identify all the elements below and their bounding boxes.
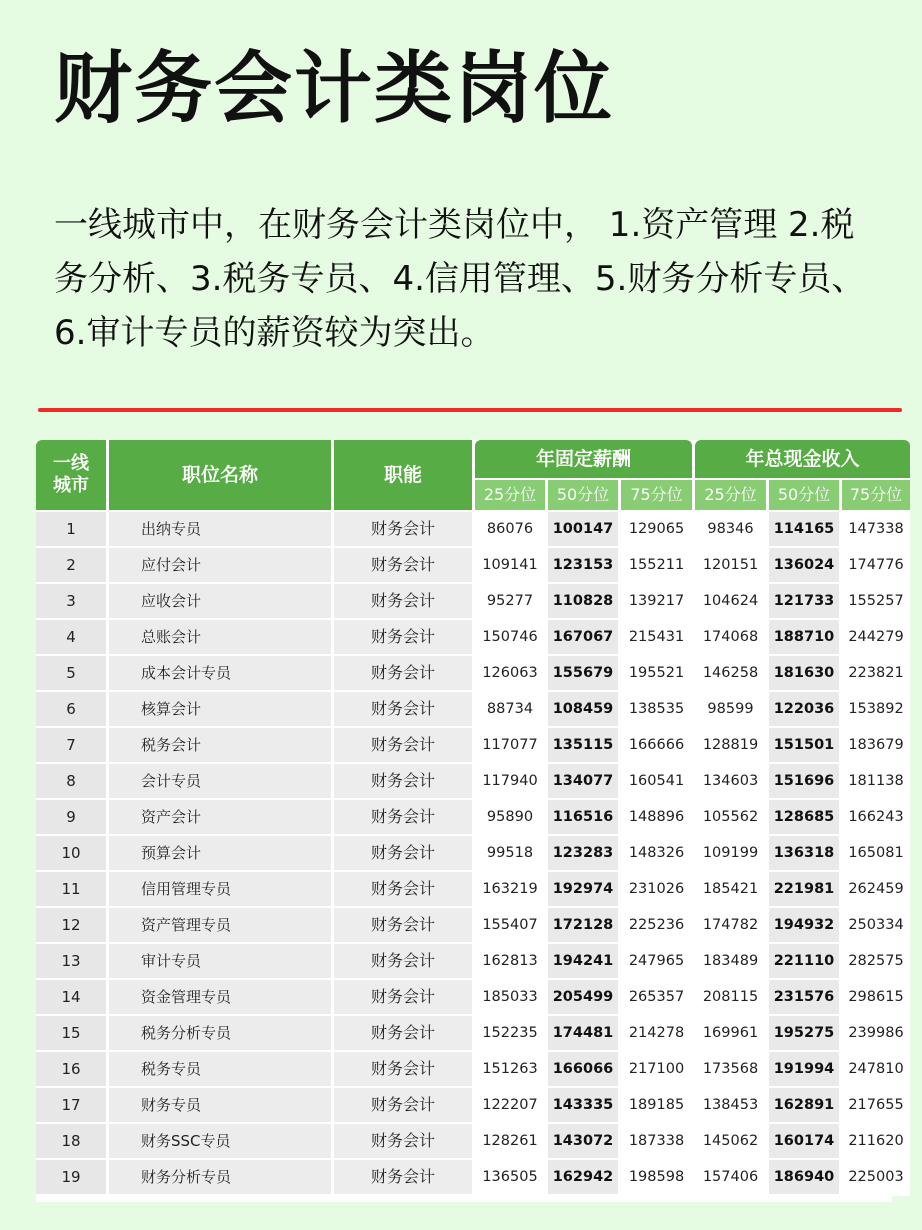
cash-p50-value: 186940 bbox=[769, 1160, 839, 1196]
fixed-p25-value: 155407 bbox=[475, 908, 545, 944]
row-number: 19 bbox=[36, 1160, 106, 1196]
function-label: 财务会计 bbox=[334, 908, 472, 944]
fixed-p75-value: 217100 bbox=[621, 1052, 692, 1088]
fixed-p25-value: 117940 bbox=[475, 764, 545, 800]
row-number: 5 bbox=[36, 656, 106, 692]
position-name: 税务分析专员 bbox=[109, 1016, 331, 1052]
cash-p50-value: 114165 bbox=[769, 512, 839, 548]
fixed-p25-value: 150746 bbox=[475, 620, 545, 656]
position-name: 审计专员 bbox=[109, 944, 331, 980]
function-label: 财务会计 bbox=[334, 1124, 472, 1160]
cash-p50-value: 195275 bbox=[769, 1016, 839, 1052]
fixed-p75-value: 148896 bbox=[621, 800, 692, 836]
cash-p50-value: 136318 bbox=[769, 836, 839, 872]
header-position: 职位名称 bbox=[109, 440, 331, 512]
fixed-p50-value: 100147 bbox=[548, 512, 618, 548]
position-name: 财务专员 bbox=[109, 1088, 331, 1124]
cash-p25-value: 174782 bbox=[695, 908, 766, 944]
cash-p50-value: 221981 bbox=[769, 872, 839, 908]
header-fixed-pay: 年固定薪酬 bbox=[475, 440, 692, 480]
row-number: 13 bbox=[36, 944, 106, 980]
fixed-p25-value: 163219 bbox=[475, 872, 545, 908]
cash-p75-value: 153892 bbox=[842, 692, 910, 728]
cash-p75-value: 250334 bbox=[842, 908, 910, 944]
cash-p25-value: 105562 bbox=[695, 800, 766, 836]
cash-p25-value: 208115 bbox=[695, 980, 766, 1016]
row-number: 9 bbox=[36, 800, 106, 836]
position-name: 财务SSC专员 bbox=[109, 1124, 331, 1160]
header-cash-p50: 50分位 bbox=[769, 480, 839, 512]
position-name: 资产会计 bbox=[109, 800, 331, 836]
cash-p50-value: 151696 bbox=[769, 764, 839, 800]
cash-p25-value: 173568 bbox=[695, 1052, 766, 1088]
position-name: 会计专员 bbox=[109, 764, 331, 800]
cash-p50-value: 188710 bbox=[769, 620, 839, 656]
fixed-p75-value: 187338 bbox=[621, 1124, 692, 1160]
fixed-p50-value: 205499 bbox=[548, 980, 618, 1016]
cash-p50-value: 121733 bbox=[769, 584, 839, 620]
position-name: 总账会计 bbox=[109, 620, 331, 656]
row-number: 8 bbox=[36, 764, 106, 800]
fixed-p25-value: 95277 bbox=[475, 584, 545, 620]
cash-p25-value: 134603 bbox=[695, 764, 766, 800]
cash-p25-value: 128819 bbox=[695, 728, 766, 764]
cash-p75-value: 166243 bbox=[842, 800, 910, 836]
cash-p25-value: 120151 bbox=[695, 548, 766, 584]
cash-p50-value: 162891 bbox=[769, 1088, 839, 1124]
function-label: 财务会计 bbox=[334, 1088, 472, 1124]
position-name: 财务分析专员 bbox=[109, 1160, 331, 1196]
function-label: 财务会计 bbox=[334, 980, 472, 1016]
row-number: 12 bbox=[36, 908, 106, 944]
cash-p25-value: 157406 bbox=[695, 1160, 766, 1196]
fixed-p50-value: 110828 bbox=[548, 584, 618, 620]
fixed-p75-value: 166666 bbox=[621, 728, 692, 764]
divider-line bbox=[38, 408, 902, 412]
header-fixed-p75: 75分位 bbox=[621, 480, 692, 512]
cash-p50-value: 231576 bbox=[769, 980, 839, 1016]
fixed-p50-value: 143072 bbox=[548, 1124, 618, 1160]
cash-p75-value: 155257 bbox=[842, 584, 910, 620]
fixed-p25-value: 152235 bbox=[475, 1016, 545, 1052]
cash-p75-value: 174776 bbox=[842, 548, 910, 584]
cash-p50-value: 191994 bbox=[769, 1052, 839, 1088]
position-name: 信用管理专员 bbox=[109, 872, 331, 908]
fixed-p25-value: 99518 bbox=[475, 836, 545, 872]
row-number: 7 bbox=[36, 728, 106, 764]
fixed-p75-value: 214278 bbox=[621, 1016, 692, 1052]
header-function: 职能 bbox=[334, 440, 472, 512]
fixed-p50-value: 135115 bbox=[548, 728, 618, 764]
fixed-p50-value: 194241 bbox=[548, 944, 618, 980]
cash-p75-value: 244279 bbox=[842, 620, 910, 656]
fixed-p25-value: 95890 bbox=[475, 800, 545, 836]
fixed-p50-value: 162942 bbox=[548, 1160, 618, 1196]
fixed-p50-value: 108459 bbox=[548, 692, 618, 728]
fixed-p25-value: 162813 bbox=[475, 944, 545, 980]
fixed-p50-value: 192974 bbox=[548, 872, 618, 908]
fixed-p25-value: 117077 bbox=[475, 728, 545, 764]
fixed-p50-value: 134077 bbox=[548, 764, 618, 800]
function-label: 财务会计 bbox=[334, 692, 472, 728]
fixed-p25-value: 122207 bbox=[475, 1088, 545, 1124]
position-name: 资产管理专员 bbox=[109, 908, 331, 944]
fixed-p25-value: 86076 bbox=[475, 512, 545, 548]
header-fixed-p25: 25分位 bbox=[475, 480, 545, 512]
fixed-p50-value: 172128 bbox=[548, 908, 618, 944]
intro-paragraph: 一线城市中，在财务会计类岗位中， 1.资产管理 2.税务分析、3.税务专员、4.信用管理、5.财务分析专员、 6.审计专员的薪资较为突出。 bbox=[54, 205, 866, 353]
function-label: 财务会计 bbox=[334, 836, 472, 872]
position-name: 预算会计 bbox=[109, 836, 331, 872]
row-number: 15 bbox=[36, 1016, 106, 1052]
position-name: 核算会计 bbox=[109, 692, 331, 728]
cash-p75-value: 282575 bbox=[842, 944, 910, 980]
function-label: 财务会计 bbox=[334, 656, 472, 692]
fixed-p25-value: 136505 bbox=[475, 1160, 545, 1196]
cash-p25-value: 169961 bbox=[695, 1016, 766, 1052]
row-number: 4 bbox=[36, 620, 106, 656]
header-city-line2: 城市 bbox=[53, 475, 89, 496]
cash-p25-value: 98346 bbox=[695, 512, 766, 548]
position-name: 成本会计专员 bbox=[109, 656, 331, 692]
fixed-p50-value: 166066 bbox=[548, 1052, 618, 1088]
fixed-p25-value: 151263 bbox=[475, 1052, 545, 1088]
cash-p50-value: 221110 bbox=[769, 944, 839, 980]
cash-p25-value: 109199 bbox=[695, 836, 766, 872]
position-name: 资金管理专员 bbox=[109, 980, 331, 1016]
header-city bbox=[36, 440, 106, 512]
fixed-p50-value: 123283 bbox=[548, 836, 618, 872]
position-name: 应收会计 bbox=[109, 584, 331, 620]
fixed-p75-value: 139217 bbox=[621, 584, 692, 620]
cash-p25-value: 174068 bbox=[695, 620, 766, 656]
header-fixed-p50: 50分位 bbox=[548, 480, 618, 512]
header-cash-p25: 25分位 bbox=[695, 480, 766, 512]
cash-p25-value: 183489 bbox=[695, 944, 766, 980]
function-label: 财务会计 bbox=[334, 512, 472, 548]
cash-p50-value: 128685 bbox=[769, 800, 839, 836]
row-number: 14 bbox=[36, 980, 106, 1016]
cash-p75-value: 181138 bbox=[842, 764, 910, 800]
fixed-p75-value: 189185 bbox=[621, 1088, 692, 1124]
fixed-p75-value: 148326 bbox=[621, 836, 692, 872]
cash-p25-value: 98599 bbox=[695, 692, 766, 728]
cash-p75-value: 211620 bbox=[842, 1124, 910, 1160]
cash-p75-value: 239986 bbox=[842, 1016, 910, 1052]
fixed-p75-value: 160541 bbox=[621, 764, 692, 800]
fixed-p75-value: 138535 bbox=[621, 692, 692, 728]
position-name: 税务会计 bbox=[109, 728, 331, 764]
salary-table bbox=[36, 440, 904, 1202]
row-number: 18 bbox=[36, 1124, 106, 1160]
cash-p25-value: 146258 bbox=[695, 656, 766, 692]
position-name: 应付会计 bbox=[109, 548, 331, 584]
row-number: 3 bbox=[36, 584, 106, 620]
fixed-p50-value: 116516 bbox=[548, 800, 618, 836]
row-number: 17 bbox=[36, 1088, 106, 1124]
cash-p75-value: 147338 bbox=[842, 512, 910, 548]
cash-p75-value: 165081 bbox=[842, 836, 910, 872]
cash-p75-value: 247810 bbox=[842, 1052, 910, 1088]
cash-p75-value: 262459 bbox=[842, 872, 910, 908]
cash-p25-value: 138453 bbox=[695, 1088, 766, 1124]
header-city-line1: 一线 bbox=[53, 453, 89, 474]
cash-p75-value: 223821 bbox=[842, 656, 910, 692]
function-label: 财务会计 bbox=[334, 944, 472, 980]
function-label: 财务会计 bbox=[334, 584, 472, 620]
fixed-p75-value: 195521 bbox=[621, 656, 692, 692]
row-number: 6 bbox=[36, 692, 106, 728]
header-total-cash: 年总现金收入 bbox=[695, 440, 910, 480]
function-label: 财务会计 bbox=[334, 548, 472, 584]
fixed-p25-value: 128261 bbox=[475, 1124, 545, 1160]
function-label: 财务会计 bbox=[334, 728, 472, 764]
cash-p25-value: 185421 bbox=[695, 872, 766, 908]
cash-p75-value: 183679 bbox=[842, 728, 910, 764]
fixed-p75-value: 225236 bbox=[621, 908, 692, 944]
function-label: 财务会计 bbox=[334, 800, 472, 836]
row-number: 11 bbox=[36, 872, 106, 908]
position-name: 税务专员 bbox=[109, 1052, 331, 1088]
fixed-p25-value: 109141 bbox=[475, 548, 545, 584]
fixed-p25-value: 185033 bbox=[475, 980, 545, 1016]
fixed-p75-value: 198598 bbox=[621, 1160, 692, 1196]
fixed-p25-value: 88734 bbox=[475, 692, 545, 728]
fixed-p50-value: 143335 bbox=[548, 1088, 618, 1124]
cash-p25-value: 145062 bbox=[695, 1124, 766, 1160]
cash-p50-value: 151501 bbox=[769, 728, 839, 764]
fixed-p50-value: 174481 bbox=[548, 1016, 618, 1052]
header-cash-p75: 75分位 bbox=[842, 480, 910, 512]
row-number: 16 bbox=[36, 1052, 106, 1088]
function-label: 财务会计 bbox=[334, 1052, 472, 1088]
row-number: 2 bbox=[36, 548, 106, 584]
position-name: 出纳专员 bbox=[109, 512, 331, 548]
function-label: 财务会计 bbox=[334, 620, 472, 656]
fixed-p75-value: 265357 bbox=[621, 980, 692, 1016]
row-number: 1 bbox=[36, 512, 106, 548]
fixed-p50-value: 123153 bbox=[548, 548, 618, 584]
salary-table-grid bbox=[36, 440, 904, 1202]
fixed-p75-value: 231026 bbox=[621, 872, 692, 908]
page-title: 财务会计类岗位 bbox=[54, 44, 615, 134]
function-label: 财务会计 bbox=[334, 1016, 472, 1052]
row-number: 10 bbox=[36, 836, 106, 872]
fixed-p75-value: 155211 bbox=[621, 548, 692, 584]
fixed-p25-value: 126063 bbox=[475, 656, 545, 692]
cash-p50-value: 122036 bbox=[769, 692, 839, 728]
fixed-p50-value: 155679 bbox=[548, 656, 618, 692]
fixed-p75-value: 247965 bbox=[621, 944, 692, 980]
fixed-p75-value: 129065 bbox=[621, 512, 692, 548]
cash-p25-value: 104624 bbox=[695, 584, 766, 620]
cash-p75-value: 298615 bbox=[842, 980, 910, 1016]
cash-p75-value: 225003 bbox=[842, 1160, 910, 1196]
cash-p50-value: 181630 bbox=[769, 656, 839, 692]
function-label: 财务会计 bbox=[334, 764, 472, 800]
fixed-p75-value: 215431 bbox=[621, 620, 692, 656]
cash-p50-value: 136024 bbox=[769, 548, 839, 584]
cash-p50-value: 160174 bbox=[769, 1124, 839, 1160]
function-label: 财务会计 bbox=[334, 1160, 472, 1196]
fixed-p50-value: 167067 bbox=[548, 620, 618, 656]
function-label: 财务会计 bbox=[334, 872, 472, 908]
cash-p75-value: 217655 bbox=[842, 1088, 910, 1124]
cash-p50-value: 194932 bbox=[769, 908, 839, 944]
